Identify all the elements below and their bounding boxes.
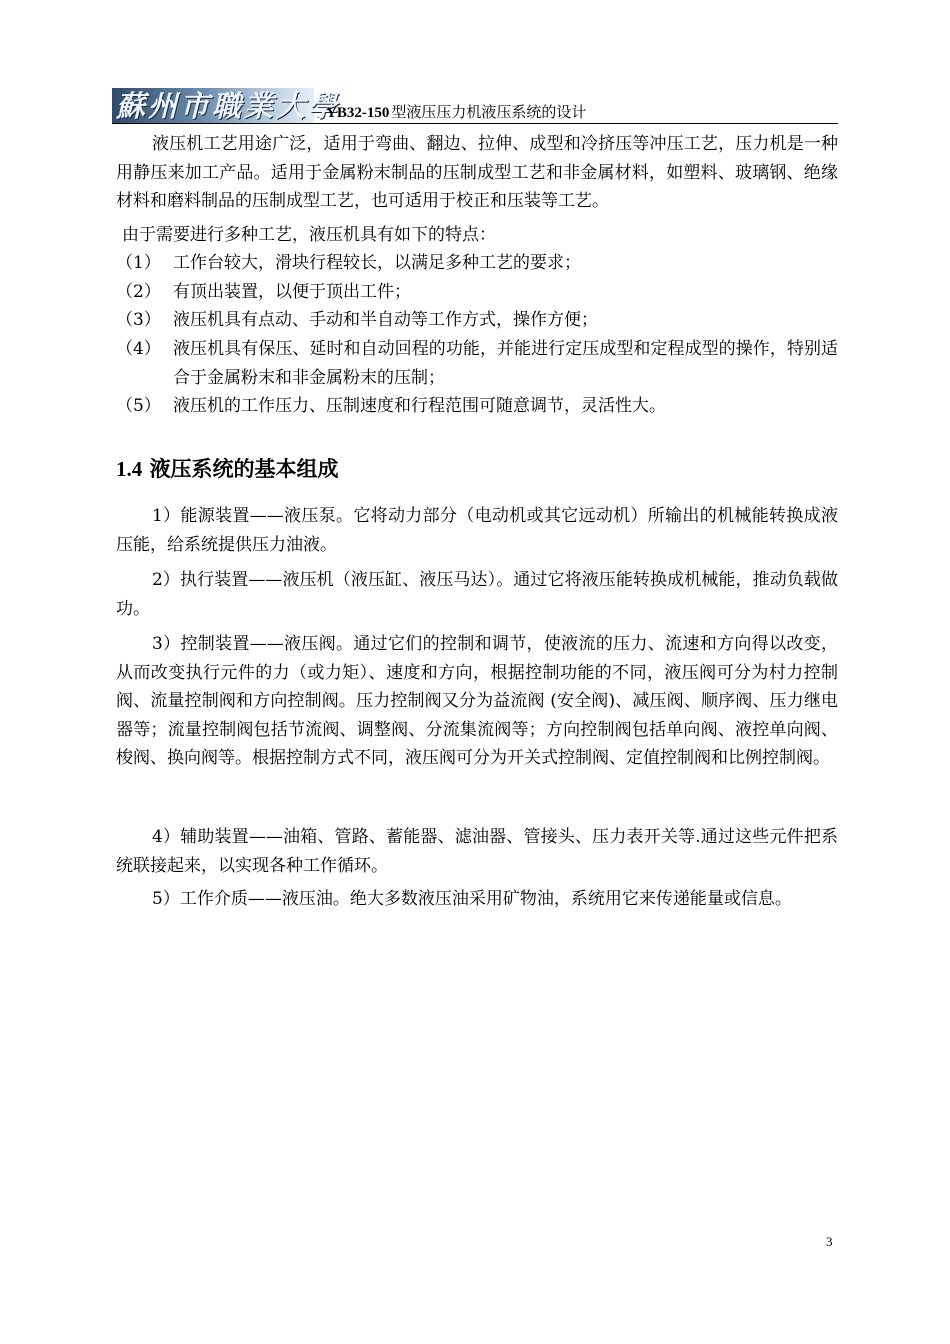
section-title: 液压系统的基本组成 xyxy=(149,456,339,481)
feature-item-1 xyxy=(116,249,838,278)
section-paragraph-3: 3）控制装置——液压阀。通过它们的控制和调节，使液流的压力、流速和方向得以改变，从而改变执行元件的力（或力矩）、速度和方向，根据控制功能的不同，液压阀可分为村力控制阀、流量控制阀和方向控制阀。压力控制阀又分为益流阀 (安全阀)、减压阀、顺序阀、压力继电器等；流量控制阀包括节流阀、调整阀、分流集流阀等；方向控制阀包括单向阀、液控单向阀、梭阀、换向阀等。根据控制方式不同，液压阀可分为开关式控制阀、定值控制阀和比例控制阀。 xyxy=(116,634,838,768)
feature-item-3 xyxy=(116,306,838,335)
features-lead: 由于需要进行多种工艺，液压机具有如下的特点： xyxy=(122,225,496,245)
header-title-code: YB32-150 xyxy=(326,105,390,121)
page-header xyxy=(112,88,838,124)
section-number: 1.4 xyxy=(116,457,143,481)
logo-text: 蘇州市職業大學 xyxy=(116,89,341,123)
section-paragraph-5: 5）工作介质——液压油。绝大多数液压油采用矿物油，系统用它来传递能量或信息。 xyxy=(152,889,792,909)
feature-item-text: 有顶出装置，以便于顶出工件； xyxy=(173,282,411,302)
feature-item-number: （5） xyxy=(116,396,161,416)
feature-item-text: 液压机具有点动、手动和半自动等工作方式，操作方便； xyxy=(173,310,598,330)
feature-item-4 xyxy=(116,335,838,392)
page-number: 3 xyxy=(826,1234,833,1249)
header-title-text: 型液压压力机液压系统的设计 xyxy=(391,103,587,121)
university-logo xyxy=(112,88,341,124)
intro-paragraph: 液压机工艺用途广泛，适用于弯曲、翻边、拉伸、成型和冷挤压等冲压工艺，压力机是一种用静压来加工产品。适用于金属粉末制品的压制成型工艺和非金属材料，如塑料、玻璃钢、绝缘材料和磨料制品的压制成型工艺，也可适用于校正和压装等工艺。 xyxy=(116,134,838,211)
feature-item-text: 工作台较大，滑块行程较长，以满足多种工艺的要求； xyxy=(173,253,581,273)
feature-item-number: （4） xyxy=(116,339,161,359)
header-title xyxy=(326,102,586,123)
section-paragraph-2: 2）执行装置——液压机（液压缸、液压马达）。通过它将液压能转换成机械能，推动负载做功。 xyxy=(116,570,838,619)
feature-item-number: （3） xyxy=(116,310,161,330)
section-paragraph-4: 4）辅助装置——油箱、管路、蓄能器、滤油器、管接头、压力表开关等.通过这些元件把系统联接起来，以实现各种工作循环。 xyxy=(116,827,838,876)
section-paragraph-1: 1）能源装置——液压泵。它将动力部分（电动机或其它远动机）所输出的机械能转换成液压能，给系统提供压力油液。 xyxy=(116,506,838,555)
section-heading xyxy=(116,454,339,484)
feature-item-text: 液压机的工作压力、压制速度和行程范围可随意调节，灵活性大。 xyxy=(173,396,666,416)
feature-item-5 xyxy=(116,392,838,421)
header-rule xyxy=(112,123,838,124)
feature-item-number: （2） xyxy=(116,282,161,302)
feature-item-number: （1） xyxy=(116,253,161,273)
feature-item-2 xyxy=(116,278,838,307)
feature-item-text: 液压机具有保压、延时和自动回程的功能，并能进行定压成型和定程成型的操作，特别适合于金属粉末和非金属粉末的压制； xyxy=(173,339,838,388)
